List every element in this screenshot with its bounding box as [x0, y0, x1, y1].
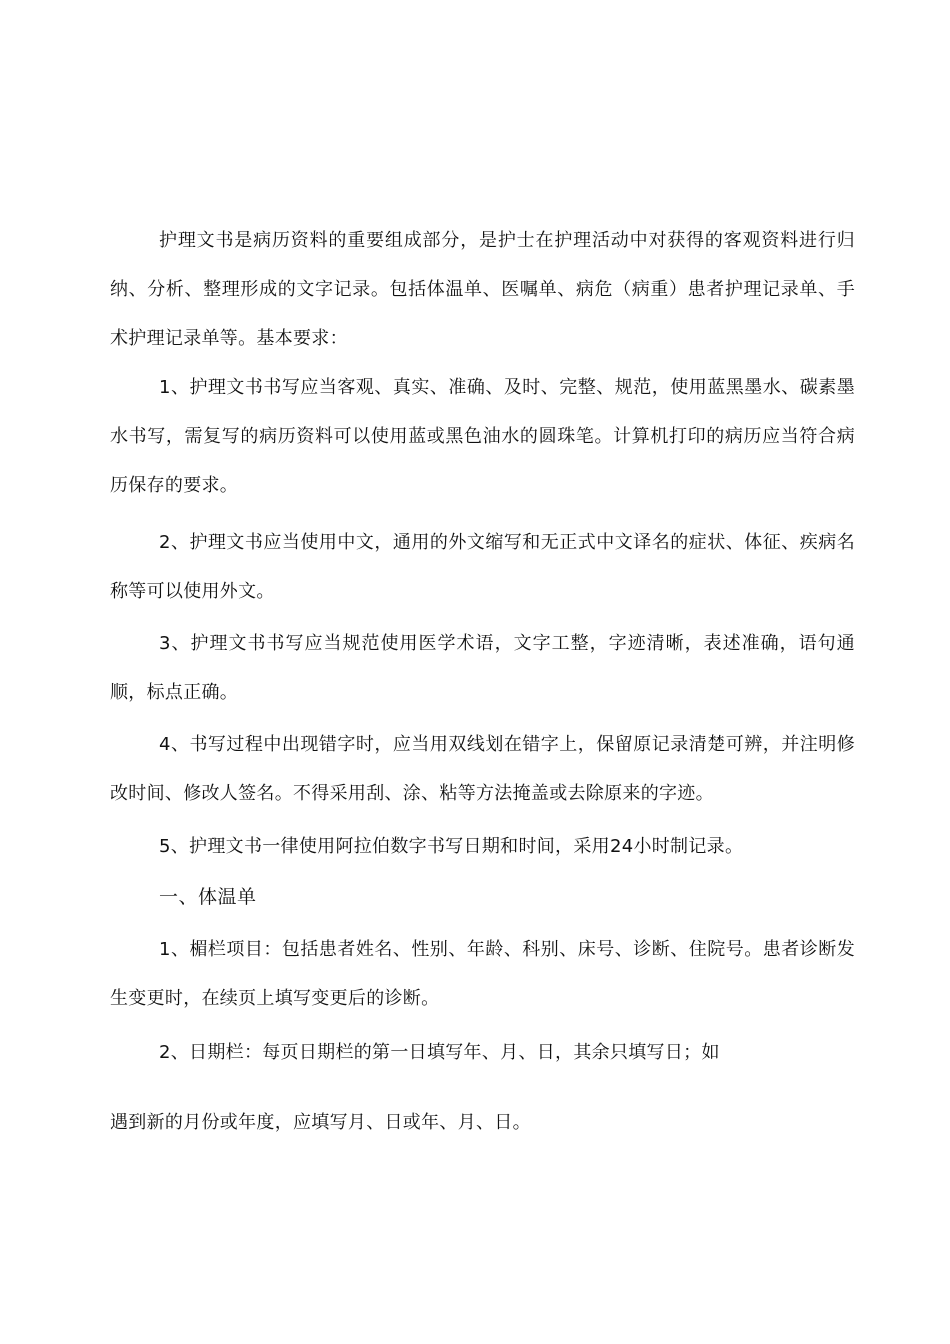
requirement-3: 3、护理文书书写应当规范使用医学术语，文字工整，字迹清晰，表述准确，语句通顺，标点正确。: [110, 633, 855, 703]
intro-paragraph: 护理文书是病历资料的重要组成部分，是护士在护理活动中对获得的客观资料进行归纳、分析、整理形成的文字记录。包括体温单、医嘱单、病危（病重）患者护理记录单、手术护理记录单等。基本要求：: [110, 230, 855, 349]
temperature-item-2: 2、日期栏：每页日期栏的第一日填写年、月、日，其余只填写日；如: [159, 1042, 720, 1063]
temperature-item-2-continuation: 遇到新的月份或年度，应填写月、日或年、月、日。: [110, 1112, 531, 1133]
requirement-5: 5、护理文书一律使用阿拉伯数字书写日期和时间，采用24小时制记录。: [159, 836, 744, 857]
temperature-item-1: 1、楣栏项目：包括患者姓名、性别、年龄、科别、床号、诊断、住院号。患者诊断发生变更时，在续页上填写变更后的诊断。: [110, 939, 855, 1009]
requirement-1: 1、护理文书书写应当客观、真实、准确、及时、完整、规范，使用蓝黑墨水、碳素墨水书写，需复写的病历资料可以使用蓝或黑色油水的圆珠笔。计算机打印的病历应当符合病历保存的要求。: [110, 377, 855, 496]
section-heading-temperature-chart: 一、体温单: [159, 886, 257, 908]
requirement-2: 2、护理文书应当使用中文，通用的外文缩写和无正式中文译名的症状、体征、疾病名称等可以使用外文。: [110, 532, 855, 602]
requirement-4: 4、书写过程中出现错字时，应当用双线划在错字上，保留原记录清楚可辨，并注明修改时间、修改人签名。不得采用刮、涂、粘等方法掩盖或去除原来的字迹。: [110, 734, 855, 804]
